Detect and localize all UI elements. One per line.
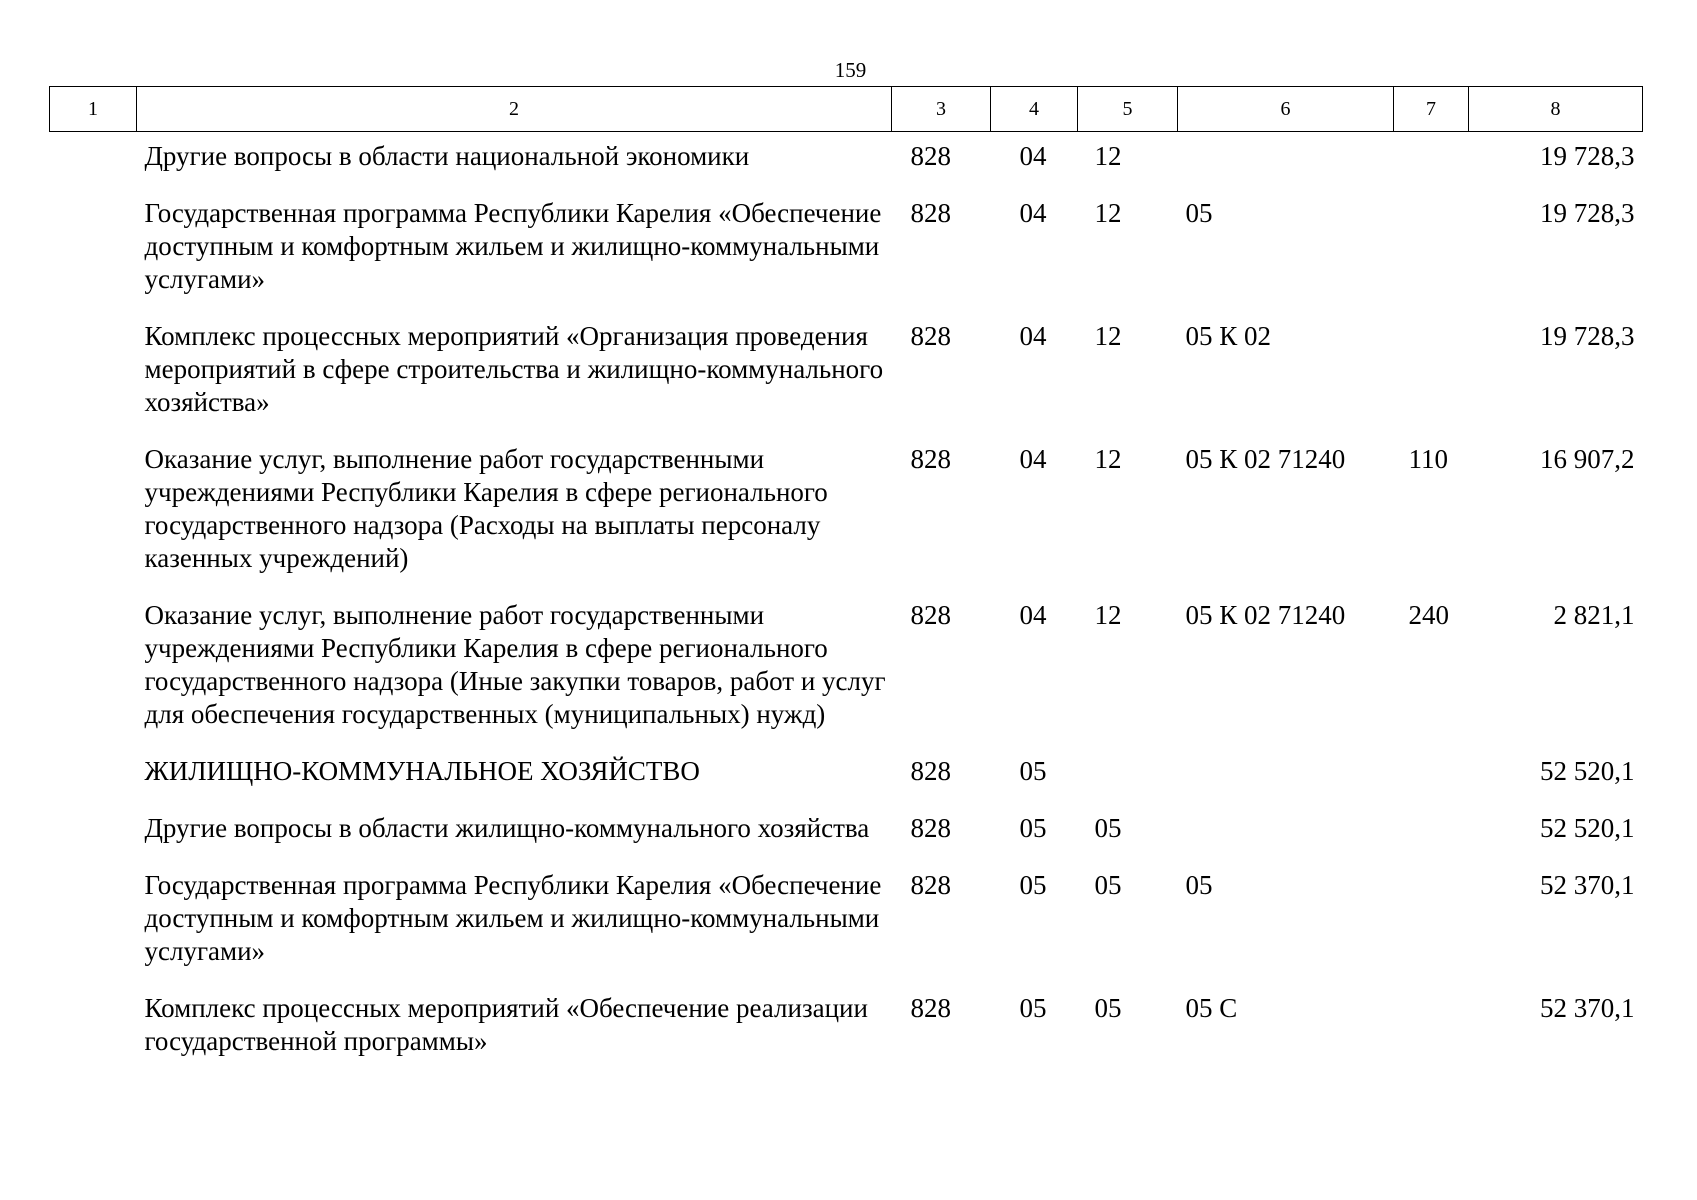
row-name: Государственная программа Республики Карелия «Обеспечение доступным и комфортным жильем и жилищно-коммунальными услугами» bbox=[144, 870, 882, 966]
row-section: 05 bbox=[1019, 756, 1047, 786]
row-section: 04 bbox=[1019, 198, 1047, 228]
row-kvsr: 828 bbox=[910, 756, 951, 786]
table-row bbox=[50, 589, 1643, 745]
row-amount: 19 728,3 bbox=[1540, 321, 1635, 351]
row-name: Оказание услуг, выполнение работ государственными учреждениями Республики Карелия в сфере регионального государственного надзора (Иные закупки товаров, работ и услуг для обеспечения государственных (муниципальных) нужд) bbox=[144, 600, 886, 729]
row-kvsr: 828 bbox=[910, 321, 951, 351]
row-target-article: 05 К 02 71240 bbox=[1185, 444, 1346, 474]
row-amount: 52 520,1 bbox=[1540, 813, 1635, 843]
column-header-6: 6 bbox=[1178, 87, 1394, 132]
row-number-cell bbox=[50, 745, 137, 802]
row-number-cell bbox=[50, 982, 137, 1072]
row-amount: 16 907,2 bbox=[1540, 444, 1635, 474]
row-section: 04 bbox=[1019, 321, 1047, 351]
row-kvsr: 828 bbox=[910, 141, 951, 171]
row-section: 04 bbox=[1019, 600, 1047, 630]
column-header-2: 2 bbox=[137, 87, 892, 132]
table-row bbox=[50, 982, 1643, 1072]
row-amount: 52 520,1 bbox=[1540, 756, 1635, 786]
row-subsection: 12 bbox=[1094, 321, 1122, 351]
table-row bbox=[50, 745, 1643, 802]
row-subsection: 05 bbox=[1094, 870, 1122, 900]
row-number-cell bbox=[50, 132, 137, 188]
row-number-cell bbox=[50, 310, 137, 433]
row-name: Другие вопросы в области жилищно-коммунального хозяйства bbox=[144, 813, 870, 843]
row-section: 05 bbox=[1019, 870, 1047, 900]
column-header-5: 5 bbox=[1078, 87, 1178, 132]
row-number-cell bbox=[50, 187, 137, 310]
row-name: ЖИЛИЩНО-КОММУНАЛЬНОЕ ХОЗЯЙСТВО bbox=[144, 756, 700, 786]
row-amount: 2 821,1 bbox=[1553, 600, 1635, 630]
row-expense-type bbox=[1394, 310, 1469, 433]
row-section: 04 bbox=[1019, 141, 1047, 171]
table-row bbox=[50, 310, 1643, 433]
row-kvsr: 828 bbox=[910, 198, 951, 228]
row-target-article bbox=[1178, 802, 1394, 859]
row-kvsr: 828 bbox=[910, 813, 951, 843]
row-kvsr: 828 bbox=[910, 444, 951, 474]
row-target-article bbox=[1178, 132, 1394, 188]
budget-table bbox=[49, 86, 1643, 1072]
row-amount: 19 728,3 bbox=[1540, 141, 1635, 171]
table-row bbox=[50, 132, 1643, 188]
row-expense-type bbox=[1394, 982, 1469, 1072]
row-subsection: 05 bbox=[1094, 813, 1122, 843]
row-expense-type bbox=[1394, 132, 1469, 188]
row-target-article: 05 К 02 71240 bbox=[1185, 600, 1346, 630]
row-kvsr: 828 bbox=[910, 993, 951, 1023]
column-header-3: 3 bbox=[892, 87, 991, 132]
row-target-article: 05 bbox=[1185, 198, 1213, 228]
column-header-4: 4 bbox=[991, 87, 1078, 132]
table-row bbox=[50, 433, 1643, 589]
row-name: Другие вопросы в области национальной экономики bbox=[144, 141, 750, 171]
row-subsection: 12 bbox=[1094, 198, 1122, 228]
table-body bbox=[50, 132, 1643, 1073]
table-row bbox=[50, 802, 1643, 859]
row-subsection: 12 bbox=[1094, 141, 1122, 171]
row-target-article: 05 К 02 bbox=[1185, 321, 1272, 351]
row-subsection: 12 bbox=[1094, 600, 1122, 630]
row-expense-type: 110 bbox=[1408, 444, 1448, 474]
row-name: Комплекс процессных мероприятий «Обеспечение реализации государственной программы» bbox=[144, 993, 868, 1056]
table-header bbox=[50, 87, 1643, 132]
row-expense-type bbox=[1394, 859, 1469, 982]
row-subsection: 12 bbox=[1094, 444, 1122, 474]
row-target-article bbox=[1178, 745, 1394, 802]
row-amount: 52 370,1 bbox=[1540, 993, 1635, 1023]
row-kvsr: 828 bbox=[910, 600, 951, 630]
row-number-cell bbox=[50, 859, 137, 982]
row-name: Государственная программа Республики Карелия «Обеспечение доступным и комфортным жильем и жилищно-коммунальными услугами» bbox=[144, 198, 882, 294]
page-number: 159 bbox=[834, 58, 867, 82]
row-name: Оказание услуг, выполнение работ государственными учреждениями Республики Карелия в сфере регионального государственного надзора (Расходы на выплаты персоналу казенных учреждений) bbox=[144, 444, 828, 573]
column-header-8: 8 bbox=[1469, 87, 1643, 132]
row-number-cell bbox=[50, 433, 137, 589]
row-subsection bbox=[1078, 745, 1178, 802]
table-row bbox=[50, 859, 1643, 982]
row-number-cell bbox=[50, 589, 137, 745]
row-expense-type bbox=[1394, 745, 1469, 802]
row-target-article: 05 С bbox=[1185, 993, 1238, 1023]
row-amount: 19 728,3 bbox=[1540, 198, 1635, 228]
row-section: 05 bbox=[1019, 993, 1047, 1023]
row-subsection: 05 bbox=[1094, 993, 1122, 1023]
row-number-cell bbox=[50, 802, 137, 859]
row-expense-type bbox=[1394, 802, 1469, 859]
column-header-1: 1 bbox=[50, 87, 137, 132]
column-header-7: 7 bbox=[1394, 87, 1469, 132]
row-expense-type bbox=[1394, 187, 1469, 310]
row-amount: 52 370,1 bbox=[1540, 870, 1635, 900]
row-section: 05 bbox=[1019, 813, 1047, 843]
row-expense-type: 240 bbox=[1408, 600, 1449, 630]
table-row bbox=[50, 187, 1643, 310]
row-section: 04 bbox=[1019, 444, 1047, 474]
row-name: Комплекс процессных мероприятий «Организация проведения мероприятий в сфере строительства и жилищно-коммунального хозяйства» bbox=[144, 321, 884, 417]
row-kvsr: 828 bbox=[910, 870, 951, 900]
row-target-article: 05 bbox=[1185, 870, 1213, 900]
